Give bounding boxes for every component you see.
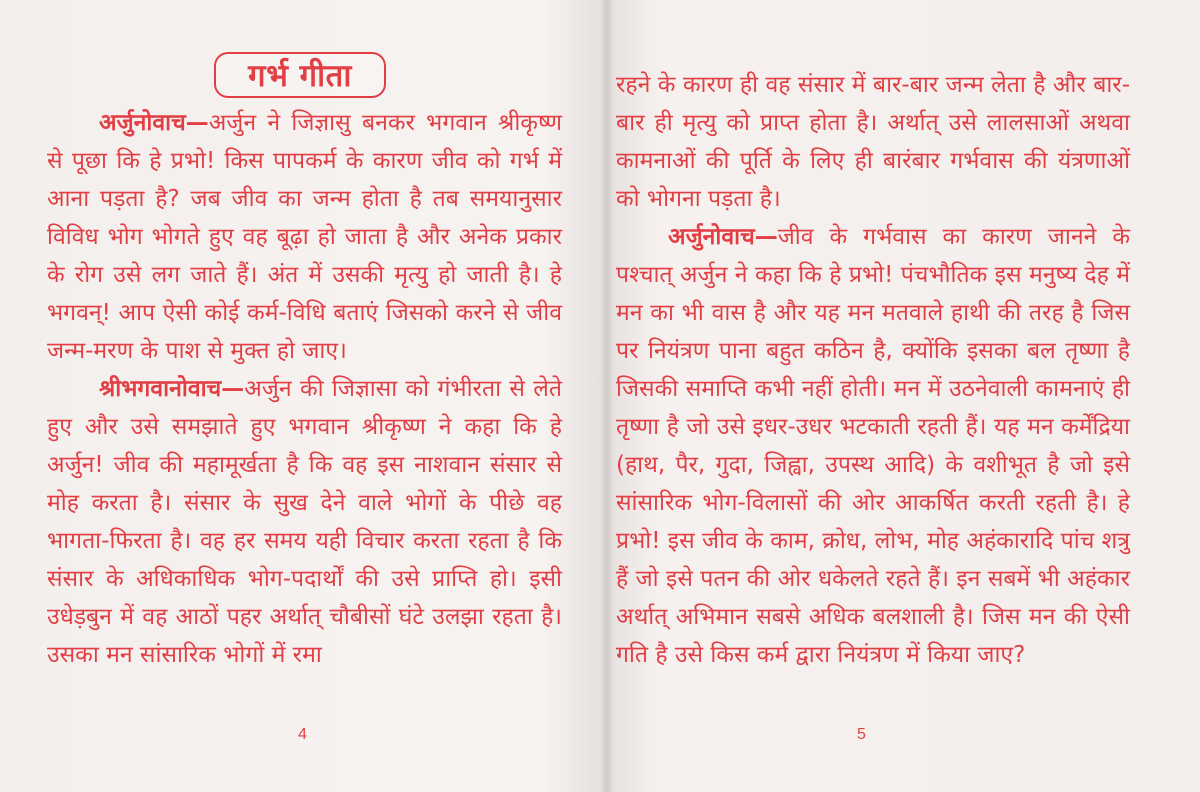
speaker-label-arjuna: अर्जुनोवाच— [668,224,778,250]
paragraph-text: जीव के गर्भवास का कारण जानने के पश्चात् अर्जुन ने कहा कि हे प्रभो! पंचभौतिक इस मनुष्य देह में मन का भी वास है और यह मन मतवाले हाथी की तरह है जिस पर नियंत्रण पाना बहुत कठिन है, क्योंकि इसका बल तृष्णा है जिसकी समाप्ति कभी नहीं होती। मन में उठनेवाली कामनाएं ही तृष्णा है जो उसे इधर-उधर भटकाती रहती हैं। यह मन कर्मेंद्रिया (हाथ, पैर, गुदा, जिह्वा, उपस्थ आदि) के वशीभूत है जो इसे सांसारिक भोग-विलासों की ओर आकर्षित करती रहती है। हे प्रभो! इस जीव के काम, क्रोध, लोभ, मोह अहंकारादि पांच शत्रु हैं जो इसे पतन की ओर धकेलते रहते हैं। इन सबमें भी अहंकार अर्थात् अभिमान सबसे अधिक बलशाली है। जिस मन की ऐसी गति है उसे किस कर्म द्वारा नियंत्रण में किया जाए? [616,224,1130,668]
right-page [600,0,1200,792]
title-box [214,52,386,98]
page-title: गर्भ गीता [248,58,352,94]
paragraph-arjuna-question-2 [616,218,1130,674]
paragraph-text: अर्जुन की जिज्ञासा को गंभीरता से लेते हुए और उसे समझाते हुए भगवान श्रीकृष्ण ने कहा कि हे अर्जुन! जीव की महामूर्खता है कि वह इस नाशवान संसार से मोह करता है। संसार के सुख देने वाले भोगों के पीछे वह भागता-फिरता है। वह हर समय यही विचार करता रहता है कि संसार के अधिकाधिक भोग-पदार्थों की उसे प्राप्ति हो। इसी उधेड़बुन में वह आठों पहर अर्थात् चौबीसों घंटे उलझा रहता है। उसका मन सांसारिक भोगों में रमा [47,376,562,668]
paragraph-krishna-answer [47,370,562,674]
page-number-left: 4 [298,726,307,743]
right-page-text [616,66,1130,674]
paragraph-text: रहने के कारण ही वह संसार में बार-बार जन्म लेता है और बार-बार ही मृत्यु को प्राप्त होता है। अर्थात् उसे लालसाओं अथवा कामनाओं की पूर्ति के लिए ही बारंबार गर्भवास की यंत्रणाओं को भोगना पड़ता है। [616,72,1130,212]
paragraph-arjuna-question [47,104,562,370]
page-number-right: 5 [857,726,866,743]
speaker-label-arjuna: अर्जुनोवाच— [99,110,209,136]
paragraph-continuation [616,66,1130,218]
paragraph-text: अर्जुन ने जिज्ञासु बनकर भगवान श्रीकृष्ण से पूछा कि हे प्रभो! किस पापकर्म के कारण जीव को गर्भ में आना पड़ता है? जब जीव का जन्म होता है तब समयानुसार विविध भोग भोगते हुए वह बूढ़ा हो जाता है और अनेक प्रकार के रोग उसे लग जाते हैं। अंत में उसकी मृत्यु हो जाती है। हे भगवन्! आप ऐसी कोई कर्म-विधि बताएं जिसको करने से जीव जन्म-मरण के पाश से मुक्त हो जाए। [47,110,562,364]
speaker-label-krishna: श्रीभगवानोवाच— [99,376,245,402]
left-page-text [47,104,562,674]
